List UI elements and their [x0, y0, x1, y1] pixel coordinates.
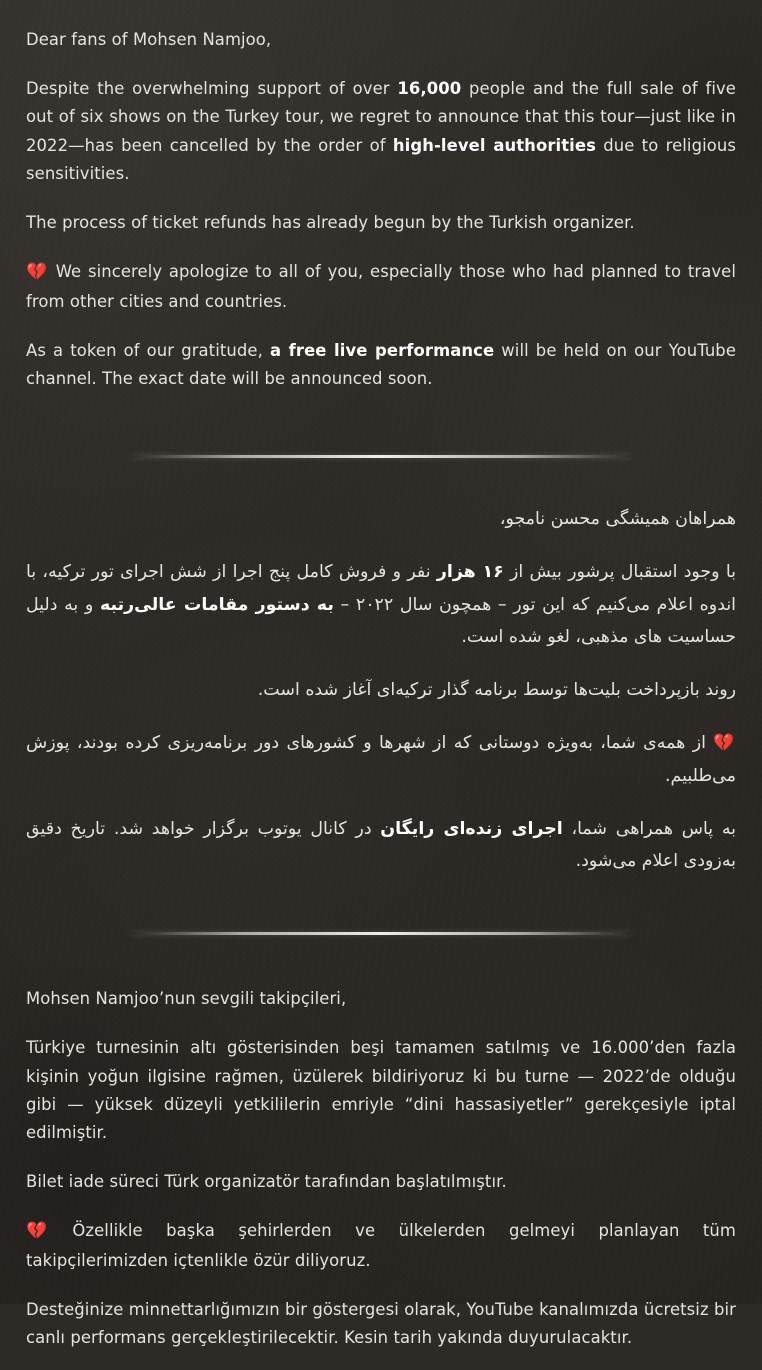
- english-p1-bold-attendance: 16,000: [397, 79, 462, 99]
- turkish-paragraph-2: Bilet iade süreci Türk organizatör tarafından başlatılmıştır.: [26, 1172, 507, 1192]
- broken-heart-icon: 💔: [26, 1221, 66, 1242]
- english-p3-text: We sincerely apologize to all of you, especially those who had planned to travel from other cities and countries.: [26, 262, 736, 311]
- divider-line: [131, 932, 631, 935]
- divider-line: [131, 455, 631, 458]
- english-p4-bold-performance: a free live performance: [269, 340, 495, 360]
- persian-paragraph-3: [26, 727, 736, 792]
- english-greeting: Dear fans of Mohsen Namjoo,: [26, 30, 272, 49]
- section-divider-1: [26, 393, 736, 503]
- english-p4-text-a: As a token of our gratitude,: [26, 340, 270, 360]
- turkish-section: [26, 985, 736, 1370]
- turkish-greeting: Mohsen Namjoo’nun sevgili takipçileri,: [26, 989, 347, 1009]
- broken-heart-icon: 💔: [26, 262, 49, 283]
- persian-paragraph-1: [26, 556, 736, 653]
- english-p1-text-c: due to religious sensitivities.: [26, 135, 736, 183]
- persian-p1-text-c: و به دلیل حساسیت های مذهبی، لغو شده است.: [26, 594, 736, 647]
- persian-paragraph-4: [26, 813, 736, 877]
- turkish-paragraph-1: Türkiye turnesinin altı gösterisinden beşi tamamen satılmış ve 16.000’den fazla kişinin yoğun ilgisine rağmen, üzülerek bildiriyoruz ki bu turne — 2022’de olduğu gibi — yüksek düzeyli yetkililerin emriyle “dini hassasiyetler” gerekçesiyle iptal edilmiştir.: [26, 1038, 736, 1143]
- persian-p1-bold-authorities: به دستور مقامات عالی‌رتبه: [99, 594, 334, 615]
- broken-heart-icon: 💔: [712, 733, 736, 754]
- english-section: [26, 0, 736, 393]
- persian-p1-text-b: نفر و فروش کامل پنج اجرا از شش اجرای تور ترکیه، با اندوه اعلام می‌کنیم که این تور – همچون سال ۲۰۲۲ –: [26, 562, 736, 615]
- persian-p3-text: از همه‌ی شما، به‌ویژه دوستانی که از شهرها و کشورهای دور برنامه‌ریزی کرده بودند، پوزش می‌طلبیم.: [26, 733, 736, 786]
- persian-p1-text-a: با وجود استقبال پرشور بیش از: [503, 562, 736, 583]
- english-paragraph-2: The process of ticket refunds has already begun by the Turkish organizer.: [26, 213, 635, 233]
- persian-p4-text-a: به پاس همراهی شما،: [562, 818, 736, 839]
- persian-greeting: همراهان همیشگی محسن نامجو،: [499, 509, 736, 530]
- turkish-paragraph-4: Desteğinize minnettarlığımızın bir göstergesi olarak, YouTube kanalımızda ücretsiz bir canlı performans gerçekleştirilecektir. Kesin tarih yakında duyurulacaktır.: [26, 1299, 736, 1348]
- persian-p4-text-b: در کانال یوتوب برگزار خواهد شد. تاریخ دقیق به‌زودی اعلام می‌شود.: [26, 818, 736, 871]
- english-paragraph-3: [26, 258, 736, 315]
- english-p4-text-b: will be held on our YouTube channel. The exact date will be announced soon.: [26, 340, 736, 388]
- english-paragraph-1: [26, 75, 736, 188]
- english-p1-bold-authorities: high-level authorities: [392, 135, 596, 155]
- english-p1-text-b: people and the full sale of five out of six shows on the Turkey tour, we regret to announce that this tour—just like in 2022—has been cancelled by the order of: [26, 79, 736, 155]
- english-paragraph-4: [26, 337, 736, 393]
- persian-p4-bold-performance: اجرای زنده‌ای رایگان: [380, 818, 563, 839]
- persian-p1-bold-attendance: ۱۶ هزار: [436, 562, 504, 583]
- turkish-p3-text: Özellikle başka şehirlerden ve ülkelerden gelmeyi planlayan tüm takipçilerimizden içtenlikle özür diliyoruz.: [26, 1221, 736, 1270]
- english-p1-text-a: Despite the overwhelming support of over: [26, 79, 398, 99]
- persian-paragraph-2: روند بازپرداخت بلیت‌ها توسط برنامه گذار ترکیه‌ای آغاز شده است.: [257, 679, 736, 700]
- section-divider-2: [26, 877, 736, 985]
- turkish-paragraph-3: [26, 1217, 736, 1274]
- persian-section: [26, 503, 736, 877]
